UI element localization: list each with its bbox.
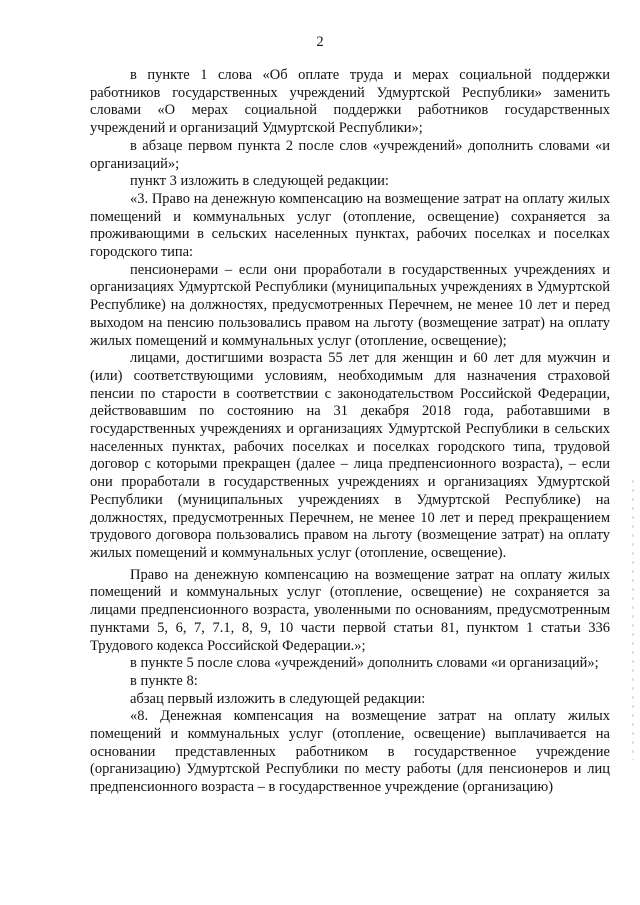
paragraph-2: в абзаце первом пункта 2 после слов «учреждений» дополнить словами «и организаций»; bbox=[90, 137, 610, 172]
paragraph-7: Право на денежную компенсацию на возмещение затрат на оплату жилых помещений и коммунальных услуг (отопление, освещение) не сохраняется за лицами предпенсионного возраста, уволенными по основаниям, предусмотренным пунктами 5, 6, 7, 7.1, 8, 9, 10 части первой статьи 81, пунктом 1 статьи 336 Трудового кодекса Российской Федерации.»; bbox=[90, 566, 610, 654]
scan-edge-marks bbox=[632, 480, 634, 760]
paragraph-11: «8. Денежная компенсация на возмещение затрат на оплату жилых помещений и коммунальных услуг (отопление, освещение) выплачивается на основании представленных работником в государственное учреждение (организацию) Удмуртской Республики по месту работы (для пенсионеров и лиц предпенсионного возраста – в государственное учреждение (организацию) bbox=[90, 708, 610, 796]
page-number: 2 bbox=[316, 34, 324, 50]
paragraph-1: в пункте 1 слова «Об оплате труда и мерах социальной поддержки работников государственных учреждений Удмуртской Республики» заменить словами «О мерах социальной поддержки работников государственных учреждений и организаций Удмуртской Республики»; bbox=[90, 67, 610, 137]
paragraph-5: пенсионерами – если они проработали в государственных учреждениях и организациях Удмуртской Республики (муниципальных учреждениях в Удмуртской Республике) на должностях, предусмотренных Перечнем, не менее 10 лет и перед выходом на пенсию пользовались правом на льготу (возмещение затрат) на оплату жилых помещений и коммунальных услуг (отопление, освещение); bbox=[90, 261, 610, 349]
paragraph-3: пункт 3 изложить в следующей редакции: bbox=[130, 173, 389, 190]
paragraph-6: лицами, достигшими возраста 55 лет для женщин и 60 лет для мужчин и (или) соответствующими условиям, необходимым для назначения страховой пенсии по старости в соответствии с законодательством Российской Федерации, действовавшим по состоянию на 31 декабря 2018 года, работавшими в государственных учреждениях и организациях Удмуртской Республики в сельских населенных пунктах, рабочих поселках и поселках городского типа, трудовой договор с которыми прекращен (далее – лица предпенсионного возраста), – если они проработали в государственных учреждениях и организациях Удмуртской Республики (муниципальных учреждениях в Удмуртской Республике) на должностях, предусмотренных Перечнем, не менее 10 лет и перед прекращением трудового договора пользовались правом на льготу (возмещение затрат) на оплату жилых помещений и коммунальных услуг (отопление, освещение). bbox=[90, 350, 610, 561]
paragraph-4: «3. Право на денежную компенсацию на возмещение затрат на оплату жилых помещений и коммунальных услуг (отопление, освещение) сохраняется за проживающими в сельских населенных пунктах, рабочих поселках и поселках городского типа: bbox=[90, 190, 610, 261]
paragraph-10: абзац первый изложить в следующей редакции: bbox=[130, 690, 426, 707]
document-body bbox=[90, 67, 610, 797]
paragraph-8: в пункте 5 после слова «учреждений» дополнить словами «и организаций»; bbox=[130, 655, 599, 672]
paragraph-9: в пункте 8: bbox=[130, 672, 198, 689]
